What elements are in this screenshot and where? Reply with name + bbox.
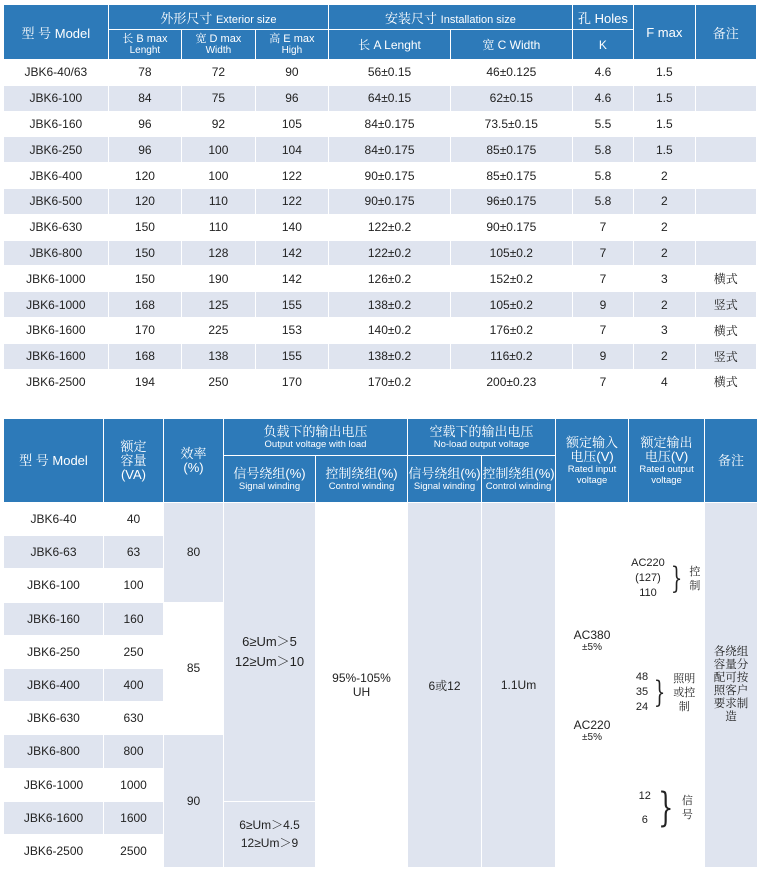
input-voltage-cell xyxy=(556,503,628,867)
t2-model-8: JBK6-1000 xyxy=(4,769,103,801)
t1-cell-e: 153 xyxy=(256,318,329,343)
t1-cell-e: 170 xyxy=(256,370,329,395)
t1-cell-b: 96 xyxy=(109,112,181,137)
t1-cell-c: 85±0.175 xyxy=(451,163,572,188)
input-voltage-2: AC220 ±5% xyxy=(573,717,611,743)
header-exterior-size: 外形尺寸 Exterior size xyxy=(109,5,328,29)
t2-cap-7: 800 xyxy=(104,735,163,767)
t1-cell-d: 75 xyxy=(182,86,254,111)
t1-cell-d: 250 xyxy=(182,370,254,395)
t1-cell-b: 84 xyxy=(109,86,181,111)
t1-cell-a: 122±0.2 xyxy=(329,215,450,240)
signal-noload-cell: 6或12 xyxy=(408,503,481,867)
t1-cell-d: 190 xyxy=(182,266,254,291)
table-row xyxy=(4,137,756,162)
t1-cell-d: 100 xyxy=(182,137,254,162)
t2-model-9: JBK6-1600 xyxy=(4,802,103,834)
t1-cell-k: 4.6 xyxy=(573,86,633,111)
t2-model-3: JBK6-160 xyxy=(4,603,103,635)
table-row xyxy=(4,215,756,240)
header-holes: 孔 Holes xyxy=(573,5,633,29)
t1-cell-c: 116±0.2 xyxy=(451,344,572,369)
t1-cell-c: 105±0.2 xyxy=(451,241,572,266)
t1-cell-f: 2 xyxy=(634,344,694,369)
t1-cell-model: JBK6-1000 xyxy=(4,266,108,291)
table-row xyxy=(4,266,756,291)
t2-model-1: JBK6-63 xyxy=(4,536,103,568)
output-voltage-cell xyxy=(629,503,704,867)
t1-cell-model: JBK6-2500 xyxy=(4,370,108,395)
t1-cell-c: 152±0.2 xyxy=(451,266,572,291)
header-c-width: 宽 C Width xyxy=(451,30,572,59)
t1-cell-a: 90±0.175 xyxy=(329,163,450,188)
t1-cell-a: 140±0.2 xyxy=(329,318,450,343)
t1-cell-note xyxy=(696,215,756,240)
t1-cell-note xyxy=(696,163,756,188)
t1-cell-note: 横式 xyxy=(696,266,756,291)
t1-cell-d: 110 xyxy=(182,189,254,214)
t1-cell-f: 4 xyxy=(634,370,694,395)
table-row xyxy=(4,370,756,395)
t1-cell-b: 168 xyxy=(109,292,181,317)
input-voltage-1: AC380 ±5% xyxy=(573,627,611,653)
brace-icon: } xyxy=(658,785,674,832)
control-load-line2: UH xyxy=(352,685,371,700)
header-installation-size: 安装尺寸 Installation size xyxy=(329,5,572,29)
t2-model-2: JBK6-100 xyxy=(4,569,103,601)
t1-cell-model: JBK6-400 xyxy=(4,163,108,188)
t1-cell-k: 9 xyxy=(573,344,633,369)
t1-cell-f: 3 xyxy=(634,318,694,343)
t1-cell-f: 2 xyxy=(634,189,694,214)
t1-cell-b: 150 xyxy=(109,215,181,240)
t1-cell-d: 92 xyxy=(182,112,254,137)
t1-cell-c: 200±0.23 xyxy=(451,370,572,395)
t1-cell-e: 142 xyxy=(256,241,329,266)
header-d-max: 宽 D max Width xyxy=(182,30,254,59)
t1-cell-f: 2 xyxy=(634,292,694,317)
brace-icon: } xyxy=(670,560,683,596)
t1-cell-note: 竖式 xyxy=(696,292,756,317)
t1-cell-note xyxy=(696,86,756,111)
t1-cell-e: 142 xyxy=(256,266,329,291)
header2-load-voltage: 负载下的输出电压 Output voltage with load xyxy=(224,419,407,455)
t1-cell-a: 126±0.2 xyxy=(329,266,450,291)
t1-cell-f: 1.5 xyxy=(634,112,694,137)
signal-load-2-line2: 12≥Um＞9 xyxy=(240,836,299,851)
table-row xyxy=(4,112,756,137)
t1-cell-k: 5.8 xyxy=(573,137,633,162)
t1-cell-b: 150 xyxy=(109,266,181,291)
t1-cell-k: 7 xyxy=(573,370,633,395)
t2-model-10: JBK6-2500 xyxy=(4,835,103,867)
t1-cell-c: 73.5±0.15 xyxy=(451,112,572,137)
t2-model-7: JBK6-800 xyxy=(4,735,103,767)
t2-cap-9: 1600 xyxy=(104,802,163,834)
t1-cell-d: 225 xyxy=(182,318,254,343)
t1-cell-e: 155 xyxy=(256,292,329,317)
t1-cell-model: JBK6-250 xyxy=(4,137,108,162)
efficiency-group-3: 90 xyxy=(164,735,223,867)
t2-model-6: JBK6-630 xyxy=(4,702,103,734)
t1-cell-note xyxy=(696,137,756,162)
t1-cell-a: 90±0.175 xyxy=(329,189,450,214)
remark-cell: 各绕组容量分配可按照客户要求制造 xyxy=(705,503,757,867)
t1-cell-f: 2 xyxy=(634,241,694,266)
t1-cell-d: 128 xyxy=(182,241,254,266)
t1-cell-k: 7 xyxy=(573,241,633,266)
t1-cell-e: 122 xyxy=(256,163,329,188)
t2-model-5: JBK6-400 xyxy=(4,669,103,701)
t1-cell-k: 4.6 xyxy=(573,60,633,85)
t1-cell-c: 62±0.15 xyxy=(451,86,572,111)
t2-model-0: JBK6-40 xyxy=(4,503,103,535)
header2-input-voltage: 额定输入电压(V) Rated input voltage xyxy=(556,419,628,502)
t1-cell-d: 138 xyxy=(182,344,254,369)
t1-cell-k: 7 xyxy=(573,215,633,240)
output-signal-group: 12 6 } 信号 xyxy=(638,785,693,832)
t1-cell-e: 96 xyxy=(256,86,329,111)
header-model: 型 号 Model xyxy=(4,5,108,59)
table-row xyxy=(4,344,756,369)
t1-cell-a: 138±0.2 xyxy=(329,344,450,369)
efficiency-group-2: 85 xyxy=(164,603,223,735)
t1-cell-e: 155 xyxy=(256,344,329,369)
t1-cell-c: 46±0.125 xyxy=(451,60,572,85)
t1-cell-f: 1.5 xyxy=(634,86,694,111)
header2-model: 型 号 Model xyxy=(4,419,103,502)
t1-cell-model: JBK6-1600 xyxy=(4,318,108,343)
t1-cell-f: 2 xyxy=(634,215,694,240)
header2-control-load: 控制绕组(%) Control winding xyxy=(316,456,407,502)
t1-cell-c: 96±0.175 xyxy=(451,189,572,214)
t2-cap-5: 400 xyxy=(104,669,163,701)
t1-cell-k: 9 xyxy=(573,292,633,317)
t1-cell-model: JBK6-100 xyxy=(4,86,108,111)
t1-cell-a: 64±0.15 xyxy=(329,86,450,111)
t1-cell-c: 176±0.2 xyxy=(451,318,572,343)
t2-cap-0: 40 xyxy=(104,503,163,535)
t1-cell-note xyxy=(696,189,756,214)
dimensions-table xyxy=(3,4,757,395)
t2-model-4: JBK6-250 xyxy=(4,636,103,668)
t1-cell-b: 78 xyxy=(109,60,181,85)
t1-cell-c: 90±0.175 xyxy=(451,215,572,240)
t1-cell-note xyxy=(696,60,756,85)
header2-noload-voltage: 空载下的输出电压 No-load output voltage xyxy=(408,419,555,455)
control-noload-cell: 1.1Um xyxy=(482,503,555,867)
t1-cell-a: 170±0.2 xyxy=(329,370,450,395)
t2-cap-4: 250 xyxy=(104,636,163,668)
t1-cell-model: JBK6-40/63 xyxy=(4,60,108,85)
t1-cell-e: 105 xyxy=(256,112,329,137)
t1-cell-a: 84±0.175 xyxy=(329,112,450,137)
header2-remark: 备注 xyxy=(705,419,757,502)
header-b-max: 长 B max Lenght xyxy=(109,30,181,59)
output-control-group: AC220 (127) 110 } 控制 xyxy=(631,557,701,600)
t1-cell-model: JBK6-500 xyxy=(4,189,108,214)
t1-cell-e: 122 xyxy=(256,189,329,214)
t1-cell-a: 122±0.2 xyxy=(329,241,450,266)
electrical-table xyxy=(3,418,758,868)
brace-icon: } xyxy=(653,674,666,710)
signal-load-group-1 xyxy=(224,503,315,801)
header-a-length: 长 A Lenght xyxy=(329,30,450,59)
t1-cell-d: 100 xyxy=(182,163,254,188)
header2-signal-noload: 信号绕组(%) Signal winding xyxy=(408,456,481,502)
table-row xyxy=(4,241,756,266)
t2-cap-8: 1000 xyxy=(104,769,163,801)
header2-control-noload: 控制绕组(%) Control winding xyxy=(482,456,555,502)
t1-cell-model: JBK6-1000 xyxy=(4,292,108,317)
t1-cell-c: 105±0.2 xyxy=(451,292,572,317)
t1-cell-d: 110 xyxy=(182,215,254,240)
t1-cell-b: 96 xyxy=(109,137,181,162)
t1-cell-b: 120 xyxy=(109,163,181,188)
t1-cell-f: 2 xyxy=(634,163,694,188)
signal-load-1-line2: 12≥Um＞10 xyxy=(234,653,305,669)
header2-output-voltage: 额定输出电压(V) Rated output voltage xyxy=(629,419,704,502)
t1-cell-e: 140 xyxy=(256,215,329,240)
t1-cell-e: 90 xyxy=(256,60,329,85)
header-fmax: F max xyxy=(634,5,694,59)
t1-cell-model: JBK6-630 xyxy=(4,215,108,240)
table-row xyxy=(4,163,756,188)
t1-cell-model: JBK6-1600 xyxy=(4,344,108,369)
efficiency-group-1: 80 xyxy=(164,503,223,602)
table-row xyxy=(4,318,756,343)
t1-cell-k: 5.8 xyxy=(573,163,633,188)
t1-cell-note xyxy=(696,241,756,266)
t1-cell-k: 7 xyxy=(573,266,633,291)
t1-cell-a: 84±0.175 xyxy=(329,137,450,162)
control-load-line1: 95%-105% xyxy=(332,671,391,686)
t1-cell-b: 194 xyxy=(109,370,181,395)
t1-cell-b: 120 xyxy=(109,189,181,214)
t1-cell-f: 3 xyxy=(634,266,694,291)
t1-cell-d: 125 xyxy=(182,292,254,317)
table-row xyxy=(4,292,756,317)
t1-cell-note: 竖式 xyxy=(696,344,756,369)
t1-cell-note: 横式 xyxy=(696,370,756,395)
t1-cell-model: JBK6-160 xyxy=(4,112,108,137)
t1-cell-b: 170 xyxy=(109,318,181,343)
t2-cap-10: 2500 xyxy=(104,835,163,867)
output-lighting-group: 48 35 24 } 照明或控制 xyxy=(635,671,696,714)
t1-cell-k: 5.5 xyxy=(573,112,633,137)
t2-cap-1: 63 xyxy=(104,536,163,568)
t1-cell-note: 横式 xyxy=(696,318,756,343)
header-k: K xyxy=(573,30,633,59)
signal-load-1-line1: 6≥Um＞5 xyxy=(242,633,297,649)
t1-cell-d: 72 xyxy=(182,60,254,85)
t1-cell-note xyxy=(696,112,756,137)
t1-cell-f: 1.5 xyxy=(634,137,694,162)
header2-signal-load: 信号绕组(%) Signal winding xyxy=(224,456,315,502)
header2-efficiency: 效率(%) xyxy=(164,419,223,502)
t2-cap-6: 630 xyxy=(104,702,163,734)
table-row xyxy=(4,86,756,111)
table-row xyxy=(4,189,756,214)
signal-load-group-2 xyxy=(224,802,315,867)
t1-cell-a: 138±0.2 xyxy=(329,292,450,317)
t1-cell-model: JBK6-800 xyxy=(4,241,108,266)
control-load-cell xyxy=(316,503,407,867)
t1-cell-f: 1.5 xyxy=(634,60,694,85)
header2-capacity: 额定容量(VA) xyxy=(104,419,163,502)
t1-cell-k: 7 xyxy=(573,318,633,343)
t1-cell-b: 150 xyxy=(109,241,181,266)
signal-load-2-line1: 6≥Um＞4.5 xyxy=(239,818,300,833)
table-row xyxy=(4,60,756,85)
t1-cell-a: 56±0.15 xyxy=(329,60,450,85)
t1-cell-b: 168 xyxy=(109,344,181,369)
t2-cap-2: 100 xyxy=(104,569,163,601)
t1-cell-c: 85±0.175 xyxy=(451,137,572,162)
t2-cap-3: 160 xyxy=(104,603,163,635)
t1-cell-e: 104 xyxy=(256,137,329,162)
t1-cell-k: 5.8 xyxy=(573,189,633,214)
header-e-max: 高 E max High xyxy=(256,30,329,59)
header-remark: 备注 xyxy=(696,5,756,59)
